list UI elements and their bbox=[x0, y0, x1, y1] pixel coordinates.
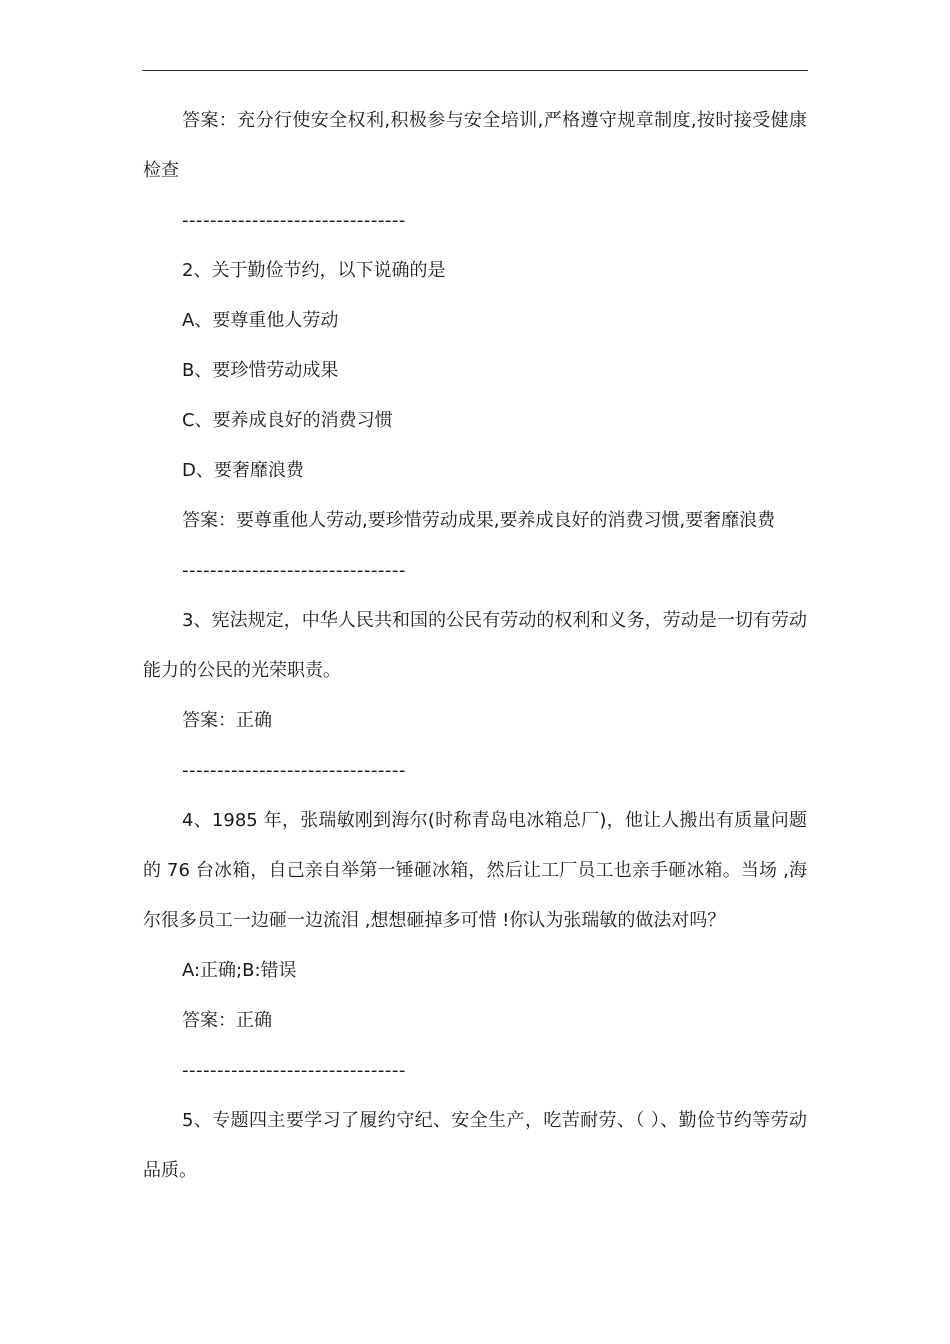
question-3-answer: 答案：正确 bbox=[182, 710, 272, 731]
separator-line: -------------------------------- bbox=[182, 1060, 406, 1081]
question-2-option-c: C、要养成良好的消费习惯 bbox=[182, 410, 393, 431]
question-2-answer: 答案：要尊重他人劳动,要珍惜劳动成果,要养成良好的消费习惯,要奢靡浪费 bbox=[182, 510, 776, 531]
question-2-option-d: D、要奢靡浪费 bbox=[182, 460, 304, 481]
question-2-option-a: A、要尊重他人劳动 bbox=[182, 310, 339, 331]
document-body bbox=[143, 96, 807, 1196]
question-2-option-b: B、要珍惜劳动成果 bbox=[182, 360, 339, 381]
separator-line: -------------------------------- bbox=[182, 560, 406, 581]
question-3-text: 3、宪法规定，中华人民共和国的公民有劳动的权利和义务，劳动是一切有劳动能力的公民的光荣职责。 bbox=[143, 610, 807, 681]
separator-line: -------------------------------- bbox=[182, 210, 406, 231]
answer-text: 答案：充分行使安全权利,积极参与安全培训,严格遵守规章制度,按时接受健康检查 bbox=[143, 110, 807, 181]
question-4-answer: 答案：正确 bbox=[182, 1010, 272, 1031]
question-4-text: 4、1985 年，张瑞敏刚到海尔(时称青岛电冰箱总厂)，他让人搬出有质量问题的 76 台冰箱，自己亲自举第一锤砸冰箱，然后让工厂员工也亲手砸冰箱。当场 ,海尔很多员工一边砸一边流泪 ,想想砸掉多可惜 !你认为张瑞敏的做法对吗？ bbox=[143, 810, 807, 931]
question-2-text: 2、关于勤俭节约，以下说确的是 bbox=[182, 260, 446, 281]
question-5-text: 5、专题四主要学习了履约守纪、安全生产，吃苦耐劳、（ ）、勤俭节约等劳动品质。 bbox=[143, 1110, 807, 1181]
question-4-options: A:正确;B:错误 bbox=[182, 960, 297, 981]
header-rule bbox=[142, 70, 808, 71]
separator-line: -------------------------------- bbox=[182, 760, 406, 781]
